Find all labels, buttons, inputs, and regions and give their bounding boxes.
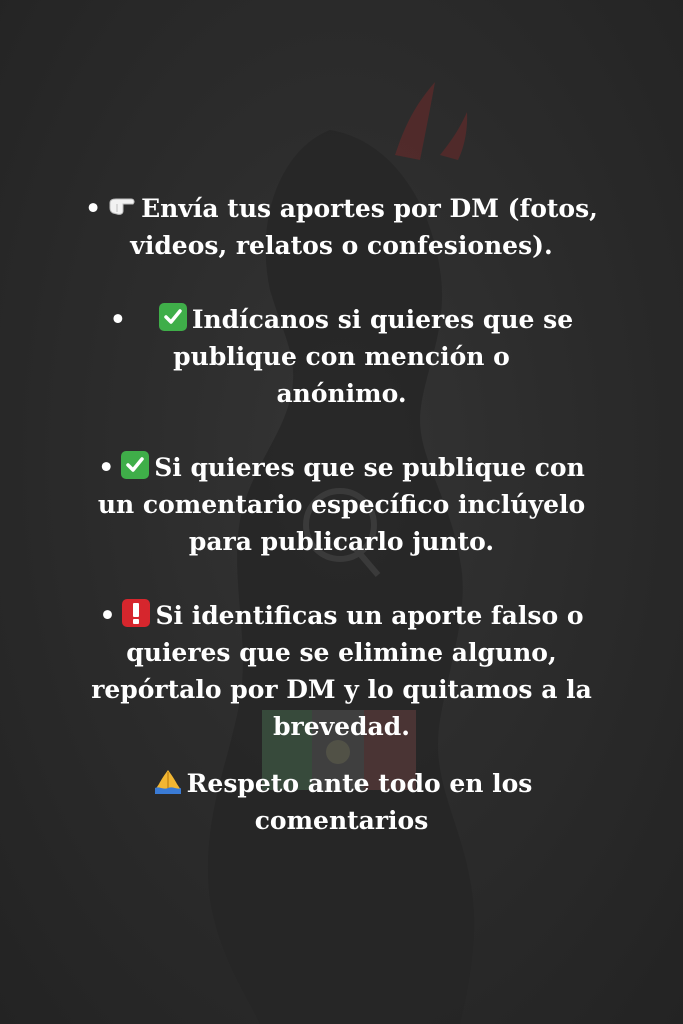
bullet: • (99, 601, 116, 630)
rule-line: publique con mención o (173, 342, 510, 371)
pointing-hand-icon (107, 191, 137, 221)
rules-list (30, 190, 653, 839)
rule-line: comentarios (254, 806, 429, 835)
rule-line: Si quieres que se publique con (154, 453, 585, 482)
rule-line: Si identificas un aporte falso o (155, 601, 584, 630)
rule-report-fake (30, 597, 653, 745)
rule-line: videos, relatos o confesiones). (130, 231, 553, 260)
rule-mention-or-anonymous (30, 301, 653, 412)
rule-line: repórtalo por DM y lo quitamos a la (91, 675, 592, 704)
rule-line: anónimo. (276, 379, 407, 408)
right-horn (440, 112, 467, 160)
check-mark-icon (158, 302, 188, 332)
bullet: • (85, 194, 102, 223)
rule-line: Envía tus aportes por DM (fotos, (141, 194, 598, 223)
check-mark-icon (120, 450, 150, 480)
rule-specific-comment (30, 449, 653, 560)
rule-line: Respeto ante todo en los (186, 769, 533, 798)
rule-line: un comentario específico inclúyelo (97, 490, 586, 519)
left-horn (395, 82, 435, 160)
rule-send-contributions (30, 190, 653, 264)
rule-respect (30, 765, 653, 839)
exclamation-icon (121, 598, 151, 628)
bullet: • (98, 453, 115, 482)
rule-line: quieres que se elimine alguno, (126, 638, 557, 667)
rule-line: Indícanos si quieres que se (191, 305, 574, 334)
bullet: • (109, 305, 126, 334)
rule-line: para publicarlo junto. (188, 527, 495, 556)
rule-line: brevedad. (273, 712, 410, 741)
praying-hands-icon (153, 766, 183, 796)
